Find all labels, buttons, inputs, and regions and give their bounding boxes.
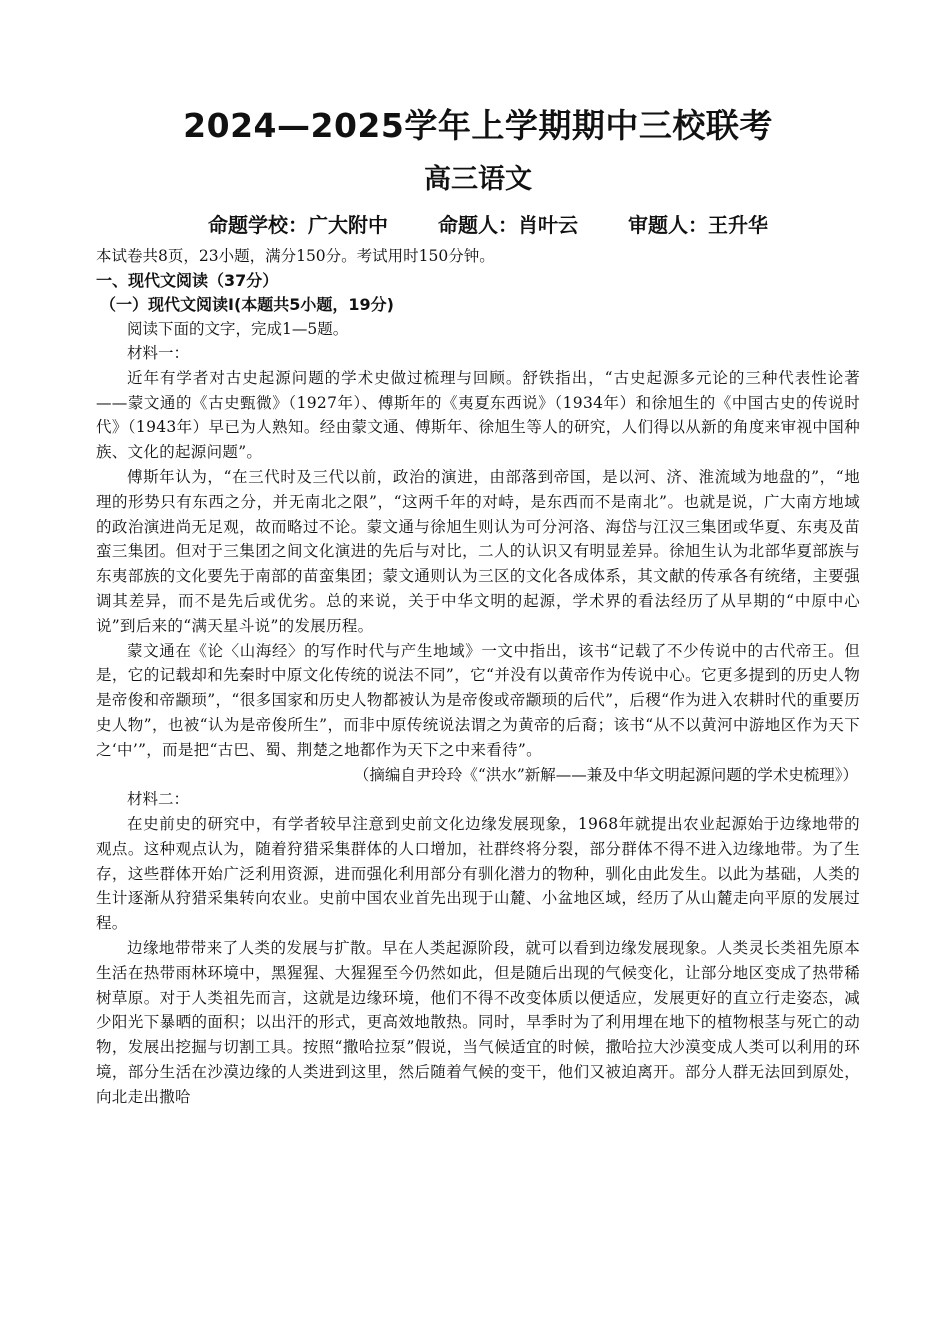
authors-line bbox=[96, 210, 860, 240]
reviewer-info: 审题人：王升华 bbox=[628, 213, 768, 237]
exam-title: 2024—2025学年上学期期中三校联考 bbox=[183, 106, 773, 145]
material-1-source: （摘编自尹玲玲《“洪水”新解——兼及中华文明起源问题的学术史梳理》） bbox=[353, 765, 858, 784]
material-2-paragraph-1: 在史前史的研究中，有学者较早注意到史前文化边缘发展现象，1968年就提出农业起源始于边缘地带的观点。这种观点认为，随着狩猎采集群体的人口增加，社群终将分裂，部分群体不得不进入边缘地带。为了生存，这些群体开始广泛利用资源，进而强化利用部分有驯化潜力的物种，驯化由此发生。以此为基础，人类的生计逐渐从狩猎采集转向农业。史前中国农业首先出现于山麓、小盆地区域，经历了从山麓走向平原的发展过程。 bbox=[96, 814, 860, 933]
material-1-paragraph-3: 蒙文通在《论〈山海经〉的写作时代与产生地域》一文中指出，该书“记载了不少传说中的古代帝王。但是，它的记载却和先秦时中原文化传统的说法不同”，它“并没有以黄帝作为传说中心。它更多提到的历史人物是帝俊和帝颛顼”，“很多国家和历史人物都被认为是帝俊或帝颛顼的后代”，后稷“作为进入农耕时代的重要历史人物”，也被“认为是帝俊所生”，而非中原传统说法谓之为黄帝的后裔；该书“从不以黄河中游地区作为天下之‘中’”，而是把“古巴、蜀、荆楚之地都作为天下之中来看待”。 bbox=[96, 641, 860, 759]
material-1-paragraph-1: 近年有学者对古史起源问题的学术史做过梳理与回顾。舒铁指出，“古史起源多元论的三种代表性论著——蒙文通的《古史甄微》（1927年）、傅斯年的《夷夏东西说》（1934年）和徐旭生的《中国古史的传说时代》（1943年）早已为人熟知。经由蒙文通、傅斯年、徐旭生等人的研究，人们得以从新的角度来审视中国种族、文化的起源问题”。 bbox=[96, 368, 860, 462]
setter-info: 命题人：肖叶云 bbox=[438, 213, 578, 237]
material-1-label: 材料一： bbox=[127, 344, 190, 363]
material-1-paragraph-2: 傅斯年认为，“在三代时及三代以前，政治的演进，由部落到帝国，是以河、济、淮流域为地盘的”，“地理的形势只有东西之分，并无南北之限”，“这两千年的对峙，是东西而不是南北”。也就是说，广大南方地域的政治演进尚无足观，故而略过不论。蒙文通与徐旭生则认为可分河洛、海岱与江汉三集团或华夏、东夷及苗蛮三集团。但对于三集团之间文化演进的先后与对比，二人的认识又有明显差异。徐旭生认为北部华夏部族与东夷部族的文化要先于南部的苗蛮集团；蒙文通则认为三区的文化各成体系，其文献的传承各有统绪，主要强调其差异，而不是先后或优劣。总的来说，关于中华文明的起源，学术界的看法经历了从早期的“中原中心说”到后来的“满天星斗说”的发展历程。 bbox=[96, 467, 860, 635]
subsection-heading: （一）现代文阅读Ⅰ(本题共5小题，19分) bbox=[100, 294, 394, 314]
section-heading: 一、现代文阅读（37分） bbox=[96, 270, 279, 290]
school-info: 命题学校：广大附中 bbox=[208, 213, 388, 237]
reading-instruction: 阅读下面的文字，完成1—5题。 bbox=[127, 319, 349, 338]
exam-intro: 本试卷共8页，23小题，满分150分。考试用时150分钟。 bbox=[96, 247, 495, 265]
material-2-label: 材料二： bbox=[127, 790, 190, 809]
material-2-paragraph-2: 边缘地带带来了人类的发展与扩散。早在人类起源阶段，就可以看到边缘发展现象。人类灵长类祖先原本生活在热带雨林环境中，黑猩猩、大猩猩至今仍然如此，但是随后出现的气候变化，让部分地区变成了热带稀树草原。对于人类祖先而言，这就是边缘环境，他们不得不改变体质以便适应，发展更好的直立行走姿态，减少阳光下暴晒的面积；以出汗的形式，更高效地散热。同时，旱季时为了利用埋在地下的植物根茎与死亡的动物，发展出挖掘与切割工具。按照“撒哈拉泵”假说，当气候适宜的时候，撒哈拉大沙漠变成人类可以利用的环境，部分生活在沙漠边缘的人类进到这里，然后随着气候的变干，他们又被迫离开。部分人群无法回到原处，向北走出撒哈 bbox=[96, 938, 860, 1106]
exam-subtitle: 高三语文 bbox=[424, 164, 532, 195]
